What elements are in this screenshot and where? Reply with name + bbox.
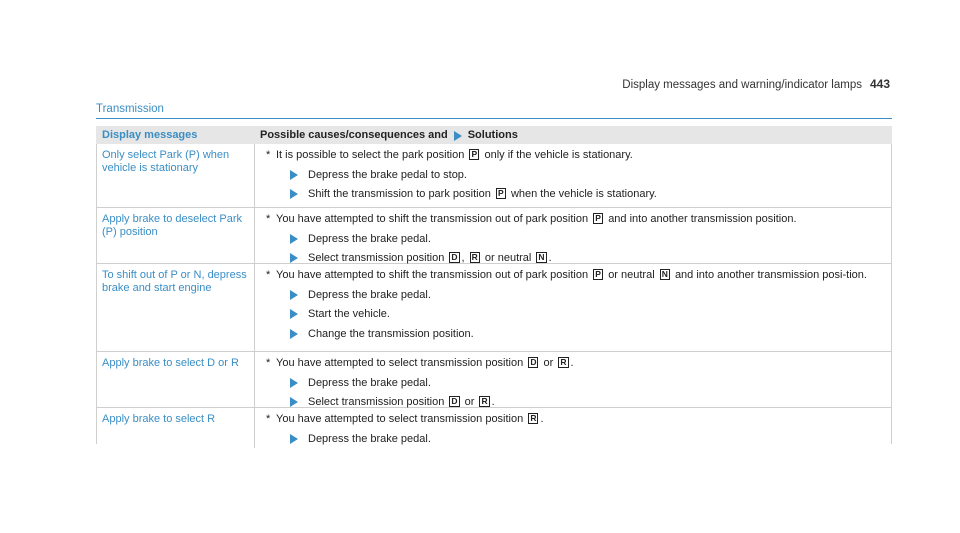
display-messages-table — [96, 126, 892, 448]
footnote-asterisk: * — [266, 269, 271, 281]
step-arrow-icon — [290, 329, 298, 339]
step-arrow-icon — [290, 397, 298, 407]
step-arrow-icon — [290, 234, 298, 244]
cause-and-solution — [254, 264, 892, 351]
cause: * You have attempted to select transmission position D or R . — [266, 357, 574, 369]
display-message: Only select Park (P) when vehicle is stationary — [102, 149, 230, 174]
column-header-solutions-label: Solutions — [467, 129, 518, 142]
step-arrow-icon — [290, 170, 298, 180]
page-number: 443 — [869, 77, 890, 91]
gear-r-key: R — [560, 357, 567, 367]
footnote-asterisk: * — [266, 357, 271, 369]
step-arrow-icon — [290, 434, 298, 444]
gear-d-key: D — [530, 357, 537, 367]
gear-p-key: P — [593, 213, 603, 224]
table-header — [96, 126, 892, 144]
cause-and-solution — [254, 208, 892, 263]
solution-step: Select transmission position D , R or neutral N . — [266, 252, 884, 265]
solution-step: Depress the brake pedal. — [266, 289, 884, 302]
step-arrow-icon — [290, 189, 298, 199]
gear-d-key: D — [451, 252, 458, 262]
solution-step: Depress the brake pedal to stop. — [266, 169, 884, 182]
column-header-messages: Display messages — [102, 128, 198, 141]
footnote-asterisk: * — [266, 213, 271, 225]
gear-n-key: N — [538, 252, 545, 262]
table-row — [96, 352, 892, 408]
play-triangle-icon — [454, 131, 462, 141]
display-message: Apply brake to deselect Park (P) position — [102, 213, 243, 238]
column-header-causes-label: Possible causes/consequences and — [260, 129, 448, 142]
gear-r-key: R — [481, 396, 488, 406]
gear-r-key: R — [530, 413, 537, 423]
section-title: Transmission — [96, 103, 164, 115]
column-header-causes — [254, 124, 892, 146]
step-arrow-icon — [290, 290, 298, 300]
table-row — [96, 408, 892, 448]
cause-and-solution — [254, 144, 892, 207]
cause: * You have attempted to shift the transmission out of park position P or neutral N and into another transmission posi-tion. — [266, 269, 867, 281]
step-arrow-icon — [290, 253, 298, 263]
solution-step: Select transmission position D or R . — [266, 396, 884, 409]
cause: * It is possible to select the park position P only if the vehicle is stationary. — [266, 149, 633, 161]
solution-step: Depress the brake pedal. — [266, 233, 884, 246]
gear-p-key: P — [496, 188, 506, 199]
cause-and-solution — [254, 408, 892, 448]
cause: * You have attempted to select transmission position R . — [266, 413, 544, 425]
solution-step: Change the transmission position. — [266, 328, 884, 341]
page-header — [622, 77, 890, 91]
cause: * You have attempted to shift the transmission out of park position P and into another transmission position. — [266, 213, 797, 225]
table-row — [96, 264, 892, 352]
display-message: Apply brake to select D or R — [102, 357, 239, 369]
step-arrow-icon — [290, 378, 298, 388]
chapter-title: Display messages and warning/indicator lamps — [622, 79, 862, 91]
gear-n-key: N — [661, 269, 668, 279]
display-message: To shift out of P or N, depress brake and start engine — [102, 269, 247, 294]
section-divider — [96, 118, 892, 119]
gear-p-key: P — [469, 149, 479, 160]
footnote-asterisk: * — [266, 413, 271, 425]
gear-d-key: D — [451, 396, 458, 406]
gear-r-key: R — [471, 252, 478, 262]
cause-and-solution — [254, 352, 892, 407]
solution-step: Depress the brake pedal. — [266, 433, 884, 446]
gear-p-key: P — [593, 269, 603, 280]
table-row — [96, 144, 892, 208]
step-arrow-icon — [290, 309, 298, 319]
solution-step: Start the vehicle. — [266, 308, 884, 321]
solution-step: Shift the transmission to park position P when the vehicle is stationary. — [266, 188, 884, 201]
display-message: Apply brake to select R — [102, 413, 216, 425]
solution-step: Depress the brake pedal. — [266, 377, 884, 390]
footnote-asterisk: * — [266, 149, 271, 161]
table-row — [96, 208, 892, 264]
